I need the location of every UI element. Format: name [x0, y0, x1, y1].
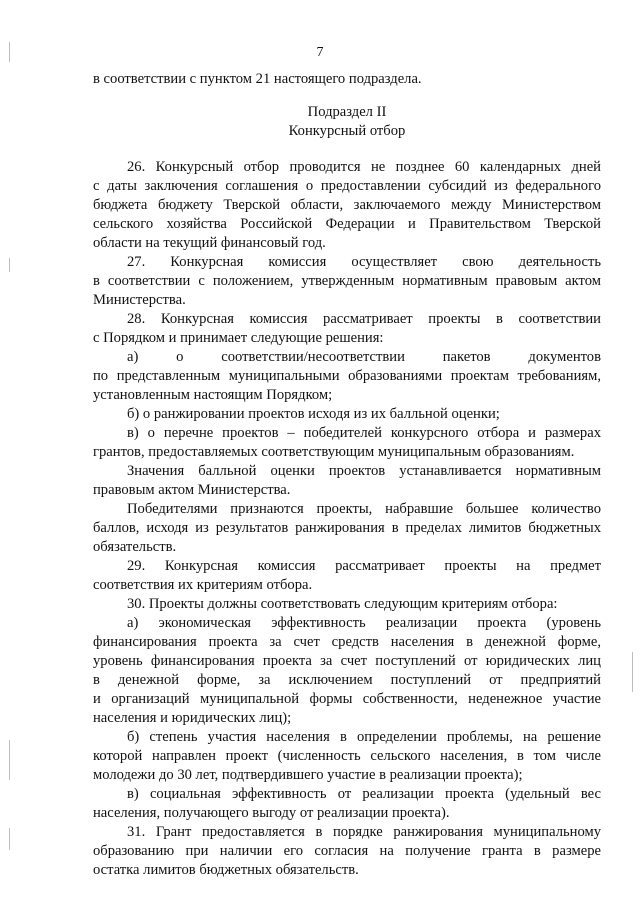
paragraph-line: в) социальная эффективность от реализации проекта (удельный вес	[127, 786, 601, 802]
paragraph-line: финансирования проекта за счет средств населения в денежной форме,	[93, 634, 601, 650]
paragraph	[93, 158, 601, 253]
paragraph	[93, 500, 601, 557]
paragraph	[93, 310, 601, 348]
paragraph-line: населения, получающего выгоду от реализации проекта).	[93, 805, 450, 821]
paragraph-line: Значения балльной оценки проектов устанавливается нормативным	[127, 463, 601, 479]
paragraph-line: установленным настоящим Порядком;	[93, 387, 333, 403]
paragraph-line: остатка лимитов бюджетных обязательств.	[93, 862, 359, 878]
paragraph-line: образованию при наличии его согласия на получение гранта в размере	[93, 843, 601, 859]
paragraph-line: б) о ранжировании проектов исходя из их балльной оценки;	[127, 406, 500, 422]
paragraph-line: 29. Конкурсная комиссия рассматривает проекты на предмет	[127, 558, 601, 574]
paragraph	[93, 614, 601, 728]
paragraph	[93, 424, 601, 462]
paragraph-line: молодежи до 30 лет, подтвердившего участие в реализации проекта);	[93, 767, 523, 783]
paragraph	[93, 253, 601, 310]
paragraph-line: а) экономическая эффективность реализации проекта (уровень	[127, 615, 601, 631]
subsection-heading	[93, 103, 601, 141]
paragraph-line: а) о соответствии/несоответствии пакетов документов	[127, 349, 601, 365]
paragraph-line: 31. Грант предоставляется в порядке ранжирования муниципальному	[127, 824, 601, 840]
paragraph	[93, 595, 601, 614]
scan-artifact-left-top	[9, 42, 10, 62]
paragraph-line: и организаций муниципальной формы собственности, неденежное участие	[93, 691, 601, 707]
paragraph-line: 27. Конкурсная комиссия осуществляет свою деятельность	[127, 254, 601, 270]
paragraph-line: 26. Конкурсный отбор проводится не позднее 60 календарных дней	[127, 159, 601, 175]
paragraph	[93, 405, 601, 424]
paragraph-line: с даты заключения соглашения о предоставлении субсидий из федерального	[93, 178, 601, 194]
paragraph	[93, 557, 601, 595]
paragraph	[93, 462, 601, 500]
paragraph	[93, 823, 601, 880]
paragraph-line: обязательств.	[93, 539, 177, 555]
paragraph-line: в) о перечне проектов – победителей конкурсного отбора и размерах	[127, 425, 601, 441]
scan-artifact-right	[632, 652, 633, 692]
paragraph-line: соответствия их критериям отбора.	[93, 577, 313, 593]
paragraph-line: Победителями признаются проекты, набравшие большее количество	[127, 501, 601, 517]
paragraph-line: грантов, предоставляемых соответствующим муниципальным образованиям.	[93, 444, 575, 460]
subsection-title: Конкурсный отбор	[288, 123, 406, 139]
paragraph	[93, 348, 601, 405]
lead-line: в соответствии с пунктом 21 настоящего подраздела.	[93, 71, 422, 87]
paragraph-line: уровень финансирования проекта за счет поступлений от юридических лиц	[93, 653, 601, 669]
paragraph-line: Министерства.	[93, 292, 186, 308]
paragraph-line: 28. Конкурсная комиссия рассматривает проекты в соответствии	[127, 311, 601, 327]
body-text	[93, 158, 601, 880]
paragraph-line: которой направлен проект (численность сельского населения, в том числе	[93, 748, 601, 764]
subsection-number: Подраздел II	[307, 104, 387, 120]
paragraph-line: правовым актом Министерства.	[93, 482, 291, 498]
scan-artifact-left-bottom	[9, 828, 10, 850]
paragraph-line: бюджета бюджету Тверской области, заключаемого между Министерством	[93, 197, 601, 213]
paragraph-line: населения и юридических лиц);	[93, 710, 292, 726]
paragraph-line: с Порядком и принимает следующие решения:	[93, 330, 384, 346]
paragraph-line: в соответствии с положением, утвержденным нормативным правовым актом	[93, 273, 601, 289]
paragraph	[93, 728, 601, 785]
paragraph-line: по представленным муниципальными образованиями проектам требованиям,	[93, 368, 601, 384]
paragraph-line: сельского хозяйства Российской Федерации и Правительством Тверской	[93, 216, 601, 232]
paragraph-line: области на текущий финансовый год.	[93, 235, 326, 251]
paragraph-line: баллов, исходя из результатов ранжирования в пределах лимитов бюджетных	[93, 520, 601, 536]
page-number: 7	[316, 45, 324, 60]
paragraph	[93, 785, 601, 823]
scan-artifact-left-mid	[9, 258, 10, 272]
paragraph-line: б) степень участия населения в определении проблемы, на решение	[127, 729, 601, 745]
paragraph-line: 30. Проекты должны соответствовать следующим критериям отбора:	[127, 596, 558, 612]
scan-artifact-left-low	[9, 740, 10, 780]
paragraph-line: в денежной форме, за исключением поступлений от предприятий	[93, 672, 601, 688]
